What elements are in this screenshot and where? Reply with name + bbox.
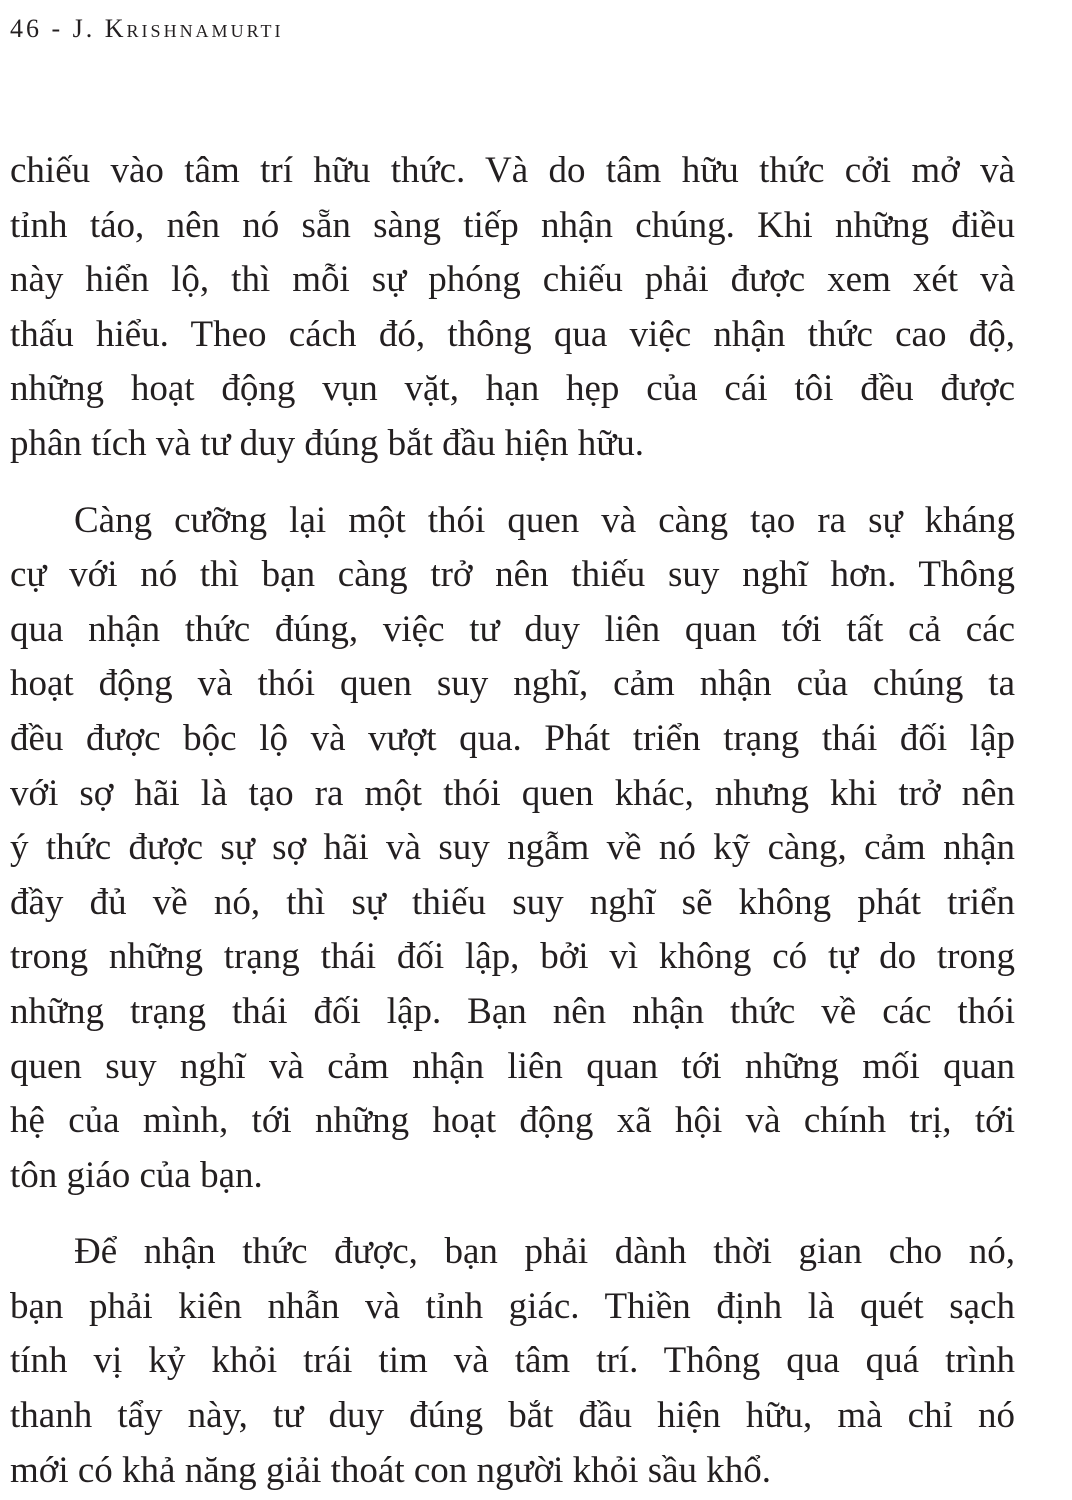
text-line: Để nhận thức được, bạn phải dành thời gian cho nó, [74, 1231, 1015, 1273]
body-text [10, 144, 1015, 1498]
text-line: qua nhận thức đúng, việc tư duy liên quan tới tất cả các [10, 608, 1015, 650]
running-head: 46 - J. Krishnamurti [10, 14, 284, 43]
text-line: chiếu vào tâm trí hữu thức. Và do tâm hữu thức cởi mở và [10, 150, 1015, 191]
text-line: thấu hiểu. Theo cách đó, thông qua việc nhận thức cao độ, [10, 313, 1015, 355]
text-line: tỉnh táo, nên nó sẵn sàng tiếp nhận chúng. Khi những điều [10, 204, 1015, 246]
text-line: bạn phải kiên nhẫn và tỉnh giác. Thiền định là quét sạch [10, 1285, 1015, 1327]
text-line: trong những trạng thái đối lập, bởi vì không có tự do trong [10, 936, 1015, 978]
text-line: với sợ hãi là tạo ra một thói quen khác, nhưng khi trở nên [10, 772, 1015, 814]
text-line: tính vị kỷ khỏi trái tim và tâm trí. Thông qua quá trình [10, 1340, 1015, 1382]
text-line: này hiển lộ, thì mỗi sự phóng chiếu phải được xem xét và [10, 259, 1015, 301]
paragraph-1 [10, 144, 1015, 472]
text-line: những hoạt động vụn vặt, hạn hẹp của cái tôi đều được [10, 368, 1015, 410]
paragraph-gap [10, 1203, 1015, 1225]
text-line: Càng cưỡng lại một thói quen và càng tạo ra sự kháng [74, 499, 1015, 541]
text-line: hệ của mình, tới những hoạt động xã hội và chính trị, tới [10, 1100, 1015, 1142]
text-line: đều được bộc lộ và vượt qua. Phát triển trạng thái đối lập [10, 717, 1015, 759]
text-line: tôn giáo của bạn. [10, 1154, 263, 1196]
paragraph-2 [10, 494, 1015, 1204]
text-line: những trạng thái đối lập. Bạn nên nhận thức về các thói [10, 990, 1015, 1032]
paragraph-gap [10, 472, 1015, 494]
text-line: phân tích và tư duy đúng bắt đầu hiện hữu. [10, 422, 645, 464]
text-line: mới có khả năng giải thoát con người khỏi sầu khổ. [10, 1449, 772, 1491]
text-line: hoạt động và thói quen suy nghĩ, cảm nhận của chúng ta [10, 663, 1015, 705]
text-line: thanh tẩy này, tư duy đúng bắt đầu hiện hữu, mà chỉ nó [10, 1395, 1015, 1437]
text-line: quen suy nghĩ và cảm nhận liên quan tới những mối quan [10, 1045, 1015, 1087]
text-line: đầy đủ về nó, thì sự thiếu suy nghĩ sẽ không phát triển [10, 881, 1015, 923]
paragraph-3 [10, 1225, 1015, 1498]
text-line: cự với nó thì bạn càng trở nên thiếu suy nghĩ hơn. Thông [10, 554, 1015, 596]
text-line: ý thức được sự sợ hãi và suy ngẫm về nó kỹ càng, cảm nhận [10, 827, 1015, 869]
